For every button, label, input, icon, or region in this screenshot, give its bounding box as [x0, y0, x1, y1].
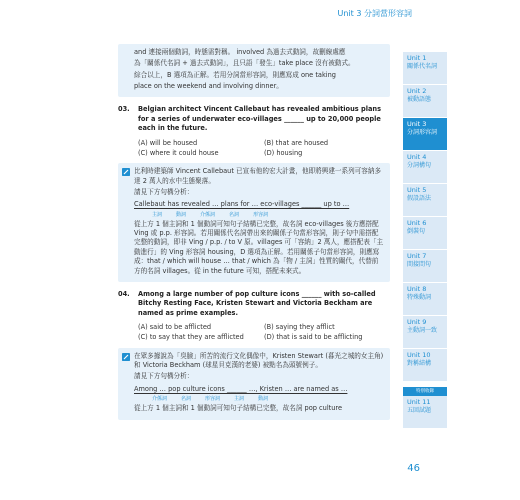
explanation-line: 綜合以上，B 選項為正解。若用分詞當形容詞，則應寫成 one taking [134, 70, 336, 79]
tab-label: 分詞構句 [407, 161, 432, 169]
explanation-text: 從上方 1 個主詞和 1 個動詞可知句子結構已完整，故名詞 pop culture [134, 404, 343, 413]
question-04 [118, 290, 390, 318]
tab-unit: Unit 9 [407, 318, 427, 326]
tab-unit-7[interactable] [403, 250, 447, 283]
option-b[interactable]: (B) saying they afflict [264, 323, 335, 331]
tab-unit-4[interactable] [403, 151, 447, 184]
tab-unit: Unit 2 [407, 87, 427, 95]
tab-label: 間接問句 [407, 260, 432, 268]
tab-unit: Unit 3 [407, 120, 427, 128]
explanation-box [118, 348, 390, 420]
option-c[interactable]: (C) where it could house [138, 148, 219, 157]
tab-unit: Unit 1 [407, 54, 427, 62]
answer-options [138, 139, 390, 159]
question-text: Among a large number of pop culture icons ______ with so-called Bitchy Resting Face, Kristen Stewart and Victoria Beckham are named as prime examples. [138, 289, 376, 317]
explanation-line: and 連接兩個動詞，時態需對稱。 involved 為過去式動詞，故刪線處應 [134, 48, 346, 56]
pen-icon [122, 168, 130, 176]
question-number: 03. [118, 105, 130, 114]
option-b[interactable]: (B) that are housed [264, 138, 329, 147]
tab-label: 主動詞一致 [407, 326, 438, 334]
grammar-label: 形容詞 [205, 396, 221, 403]
question-03 [118, 105, 390, 133]
grammar-label: 主詞 [234, 396, 245, 403]
tab-unit-1[interactable] [403, 52, 447, 85]
tab-unit-3[interactable] [403, 118, 447, 151]
answer-options [138, 323, 390, 343]
tab-unit-6[interactable] [403, 217, 447, 250]
explanation-line: place on the weekend and involving dinner。 [134, 82, 283, 91]
grammar-label: 名詞 [181, 396, 192, 403]
option-c[interactable]: (C) to say that they are afflicted [138, 333, 244, 342]
grammar-label: 形容詞 [253, 211, 269, 218]
option-d[interactable]: (D) that is said to be afflicting [264, 333, 363, 342]
tab-unit: Unit 7 [407, 252, 427, 260]
grammar-label: 動詞 [176, 211, 187, 218]
option-a[interactable]: (A) will be housed [138, 138, 198, 147]
translation: 比利時建築師 Vincent Callebaut 已宣布他的宏大計畫，他即將興建一系列可容納多達 2 萬人的水中生態聚落。 [134, 167, 382, 185]
grammar-label: 介係詞 [152, 396, 168, 403]
grammar-label: 動詞 [258, 396, 269, 403]
tab-label: 特殊動詞 [407, 293, 432, 301]
tab-label: 對稱結構 [407, 359, 432, 367]
tab-label: 假設語法 [407, 194, 432, 202]
explanation-line: 為「關係代名詞 + 過去式動詞」，且只語「發生」take place 沒有被動式。 [134, 59, 355, 68]
tab-label: 分詞形容詞 [407, 128, 438, 136]
explanation-text: 從上方 1 個主詞和 1 個動詞可知句子結構已完整，故名詞 eco-villages 後方應搭配 Ving 或 p.p. 形容詞。若用關係代名詞帶出來的關係子句當形容詞，則子句中需搭配完整的動詞，即非 Ving / p.p. / to V 原。villages 可「容納」2 萬人，應搭配表「主動進行」的 Ving 形容詞 housing，D 選項為正解。若用關係子句當形容詞，則應寫成：that / which will house … that / which 為「物 / 主詞」性質的關代，代替前方的名詞 villages。從 in the future 可知，搭配未來式。 [134, 219, 384, 275]
tab-unit: Unit 4 [407, 153, 427, 161]
tab-unit-11[interactable] [403, 396, 447, 429]
tab-label: 被動語態 [407, 95, 432, 103]
explanation-box [118, 163, 390, 282]
grammar-label: 名詞 [229, 211, 240, 218]
question-number: 04. [118, 289, 130, 298]
running-header: Unit 3 分詞當形容詞 [337, 9, 412, 18]
grammar-labels [134, 396, 384, 403]
tab-unit: Unit 10 [407, 351, 431, 359]
tab-label: 關係代名詞 [407, 62, 438, 70]
tab-unit-10[interactable] [403, 349, 447, 382]
explanation-box [118, 44, 390, 97]
translation: 在眾多據說為「臭臉」所苦的流行文化偶像中，Kristen Stewart (暮光之城的女主角) 和 Victoria Beckham (球星貝克漢的老婆) 被點名為頭號例子。 [134, 351, 384, 370]
tab-unit-8[interactable] [403, 283, 447, 316]
grammar-labels [134, 212, 384, 219]
tab-unit-5[interactable] [403, 184, 447, 217]
page-number: 46 [407, 463, 420, 474]
analysis-title: 請見下方句構分析： [134, 187, 194, 196]
unit-sidebar [403, 52, 447, 429]
analysis-sentence: Among … pop culture icons ______ …, Kristen … are named as … [134, 384, 348, 393]
tab-label: 倒裝句 [407, 227, 426, 235]
tab-unit: Unit 6 [407, 219, 427, 227]
tab-unit-9[interactable] [403, 316, 447, 349]
analysis-sentence: Callebaut has revealed … plans for … eco-villages ______ up to … [134, 200, 350, 209]
grammar-label: 主詞 [152, 211, 163, 218]
pen-icon [122, 353, 130, 361]
page-content [118, 44, 390, 420]
tab-label: 五回試題 [407, 406, 432, 414]
option-a[interactable]: (A) said to be afflicted [138, 323, 212, 331]
grammar-label: 介係詞 [200, 211, 216, 218]
special-collection-label: 特別收錄 [403, 387, 447, 396]
tab-unit: Unit 11 [407, 398, 431, 406]
analysis-title: 請見下方句構分析： [134, 372, 194, 381]
question-text: Belgian architect Vincent Callebaut has revealed ambitious plans for a series of underwater eco-villages ______ up to 20,000 people each in the future. [138, 105, 382, 133]
tab-unit-2[interactable] [403, 85, 447, 118]
tab-unit: Unit 8 [407, 285, 427, 293]
tab-unit: Unit 5 [407, 186, 427, 194]
option-d[interactable]: (D) housing [264, 148, 303, 157]
